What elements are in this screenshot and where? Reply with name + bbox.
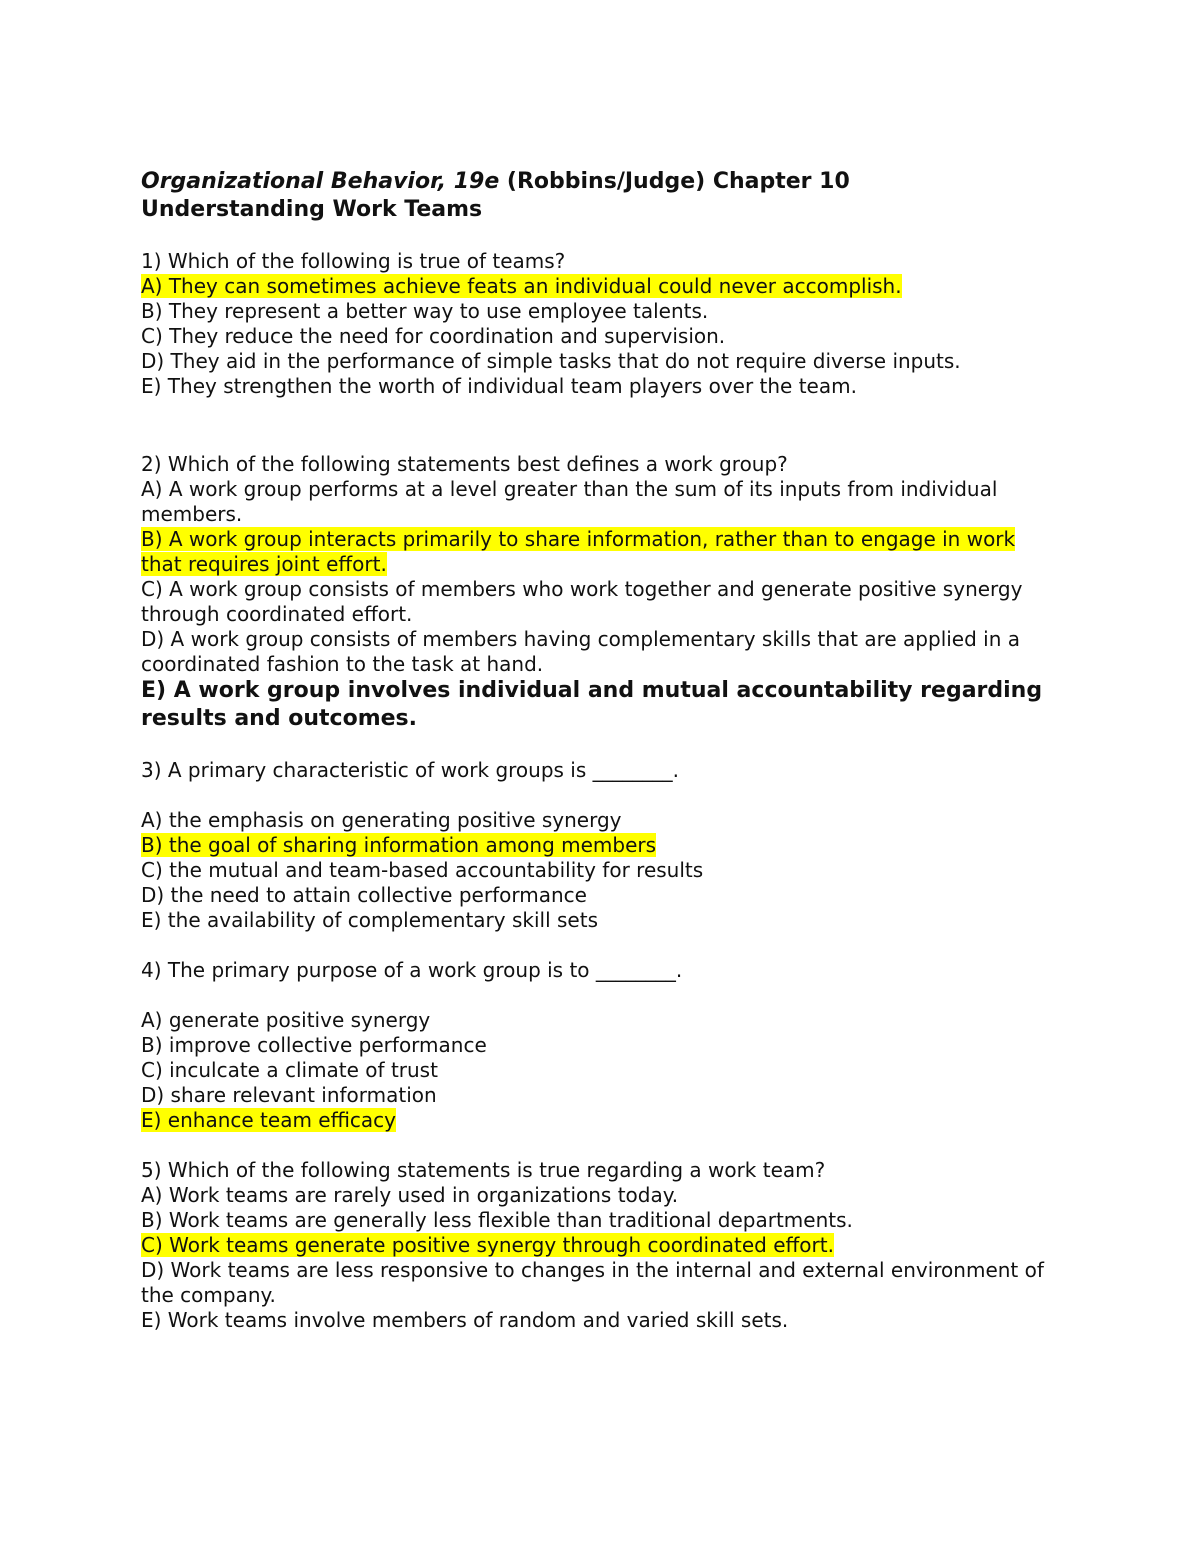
question-stem: 2) Which of the following statements best defines a work group? (141, 452, 788, 476)
answer-highlight: C) Work teams generate positive synergy through coordinated effort. (141, 1233, 834, 1257)
answer-highlight: B) the goal of sharing information among members (141, 833, 657, 857)
option-d: D) A work group consists of members having complementary skills that are applied in a coordinated fashion to the task at hand. (141, 627, 1021, 676)
spacer (141, 983, 1056, 1008)
title-line-1 (141, 168, 1056, 196)
question-2 (141, 452, 1056, 733)
option-a: A) generate positive synergy (141, 1008, 431, 1032)
option-e: E) the availability of complementary skill sets (141, 908, 598, 932)
chapter-title: Understanding Work Teams (141, 197, 483, 222)
option-d: D) the need to attain collective performance (141, 883, 587, 907)
option-d: D) share relevant information (141, 1083, 437, 1107)
spacer (141, 933, 1056, 958)
question-4 (141, 958, 1056, 1133)
document-page (141, 168, 1056, 1333)
option-a: A) the emphasis on generating positive synergy (141, 808, 622, 832)
spacer (141, 783, 1056, 808)
question-stem: 4) The primary purpose of a work group is to ________. (141, 958, 683, 982)
book-title: Organizational Behavior, 19e (141, 169, 500, 194)
option-e: E) A work group involves individual and mutual accountability regarding results and outcomes. (141, 678, 1043, 731)
question-5 (141, 1158, 1056, 1333)
option-e: E) Work teams involve members of random and varied skill sets. (141, 1308, 789, 1332)
option-c: C) A work group consists of members who work together and generate positive synergy through coordinated effort. (141, 577, 1023, 626)
option-b: B) They represent a better way to use employee talents. (141, 299, 709, 323)
option-d: D) Work teams are less responsive to changes in the internal and external environment of the company. (141, 1258, 1044, 1307)
option-b-correct (141, 833, 1056, 858)
spacer (141, 399, 1056, 452)
question-stem: 3) A primary characteristic of work groups is ________. (141, 758, 679, 782)
option-b-correct (141, 527, 1056, 577)
option-b: B) Work teams are generally less flexible than traditional departments. (141, 1208, 853, 1232)
spacer (141, 1133, 1056, 1158)
answer-highlight: A) They can sometimes achieve feats an individual could never accomplish. (141, 274, 902, 298)
spacer (141, 733, 1056, 758)
title-authors-chapter: (Robbins/Judge) Chapter 10 (499, 169, 850, 194)
question-stem: 5) Which of the following statements is true regarding a work team? (141, 1158, 826, 1182)
question-stem: 1) Which of the following is true of teams? (141, 249, 566, 273)
option-b: B) improve collective performance (141, 1033, 487, 1057)
option-c-correct (141, 1233, 1056, 1258)
question-3 (141, 758, 1056, 933)
option-e-correct (141, 1108, 1056, 1133)
answer-highlight: B) A work group interacts primarily to share information, rather than to engage in work that requires joint effort. (141, 527, 1016, 576)
answer-highlight: E) enhance team efficacy (141, 1108, 397, 1132)
option-a-correct (141, 274, 1056, 299)
option-e: E) They strengthen the worth of individual team players over the team. (141, 374, 857, 398)
option-a: A) A work group performs at a level greater than the sum of its inputs from individual members. (141, 477, 998, 526)
question-1 (141, 249, 1056, 399)
option-d: D) They aid in the performance of simple tasks that do not require diverse inputs. (141, 349, 961, 373)
option-c: C) inculcate a climate of trust (141, 1058, 438, 1082)
option-c: C) the mutual and team-based accountability for results (141, 858, 704, 882)
document-title (141, 168, 1056, 224)
option-a: A) Work teams are rarely used in organizations today. (141, 1183, 679, 1207)
option-c: C) They reduce the need for coordination and supervision. (141, 324, 726, 348)
